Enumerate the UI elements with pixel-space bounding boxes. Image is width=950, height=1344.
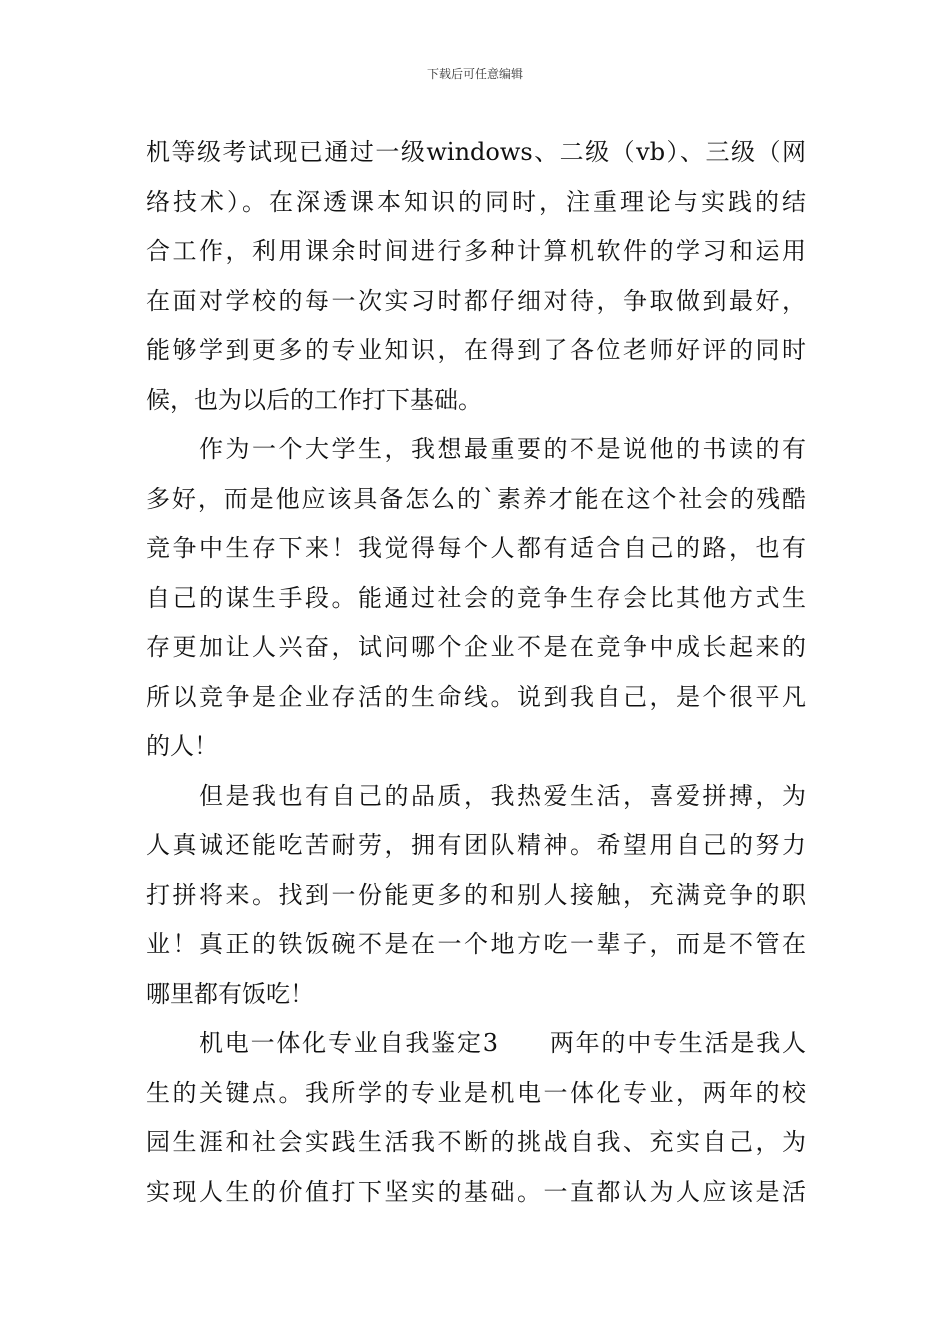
section-title-line (146, 1019, 806, 1069)
paragraph-2-line-2: 多好，而是他应该具备怎么的`素养才能在这个社会的残酷 (146, 484, 806, 513)
paragraph-4-line-3: 实现人生的价值打下坚实的基础。一直都认为人应该是活 (146, 1177, 806, 1206)
paragraph-3-line-4: 业！真正的铁饭碗不是在一个地方吃一辈子，而是不管在 (146, 930, 806, 958)
paragraph-3-line-2: 人真诚还能吃苦耐劳，拥有团队精神。希望用自己的努力 (146, 831, 806, 859)
paragraph-2-line-7: 的人！ (146, 732, 218, 760)
paragraph-2-line-5: 存更加让人兴奋，试问哪个企业不是在竞争中成长起来的 (146, 633, 806, 661)
section-title-tail: 两年的中专生活是我人 (548, 1029, 806, 1057)
paragraph-3-line-1: 但是我也有自己的品质，我热爱生活，喜爱拼搏，为 (199, 781, 806, 810)
paragraph-1-line-5: 能够学到更多的专业知识，在得到了各位老师好评的同时 (146, 336, 806, 364)
paragraph-2-line-3: 竞争中生存下来！我觉得每个人都有适合自己的路，也有 (146, 534, 806, 562)
paragraph-3-line-3: 打拼将来。找到一份能更多的和别人接触，充满竞争的职 (146, 880, 806, 909)
page-header: 下载后可任意编辑 (426, 67, 523, 81)
paragraph-1-line-1: 机等级考试现已通过一级windows、二级（vb）、三级（网 (146, 138, 806, 166)
paragraph-1-line-2: 络技术）。在深透课本知识的同时，注重理论与实践的结 (146, 187, 806, 216)
paragraph-3-line-5: 哪里都有饭吃！ (146, 979, 314, 1008)
paragraph-1-line-6: 候，也为以后的工作打下基础。 (146, 385, 482, 414)
paragraph-2-line-4: 自己的谋生手段。能通过社会的竞争生存会比其他方式生 (146, 583, 806, 612)
paragraph-2-line-1: 作为一个大学生，我想最重要的不是说他的书读的有 (199, 435, 806, 463)
paragraph-2-line-6: 所以竞争是企业存活的生命线。说到我自己，是个很平凡 (146, 682, 806, 711)
section-title: 机电一体化专业自我鉴定3 (199, 1029, 499, 1057)
paragraph-4-line-1: 生的关键点。我所学的专业是机电一体化专业，两年的校 (146, 1078, 806, 1107)
paragraph-1-line-4: 在面对学校的每一次实习时都仔细对待，争取做到最好， (146, 286, 806, 315)
paragraph-1-line-3: 合工作，利用课余时间进行多种计算机软件的学习和运用 (146, 237, 806, 265)
paragraph-4-line-2: 园生涯和社会实践生活我不断的挑战自我、充实自己，为 (146, 1128, 806, 1156)
document-body (146, 128, 806, 1217)
